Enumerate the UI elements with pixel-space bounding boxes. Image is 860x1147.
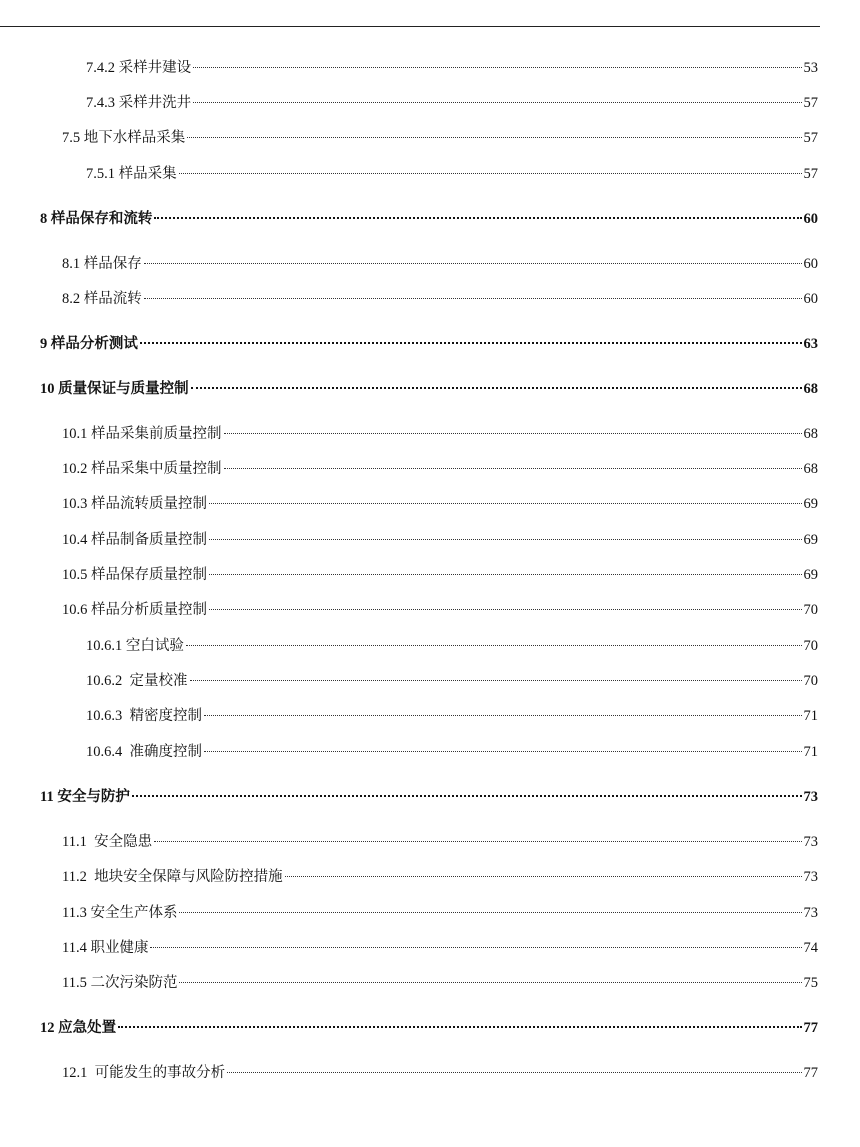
toc-entry-page: 71: [803, 744, 818, 760]
toc-leader-dots: [209, 503, 802, 504]
toc-entry-page: 69: [803, 496, 818, 512]
toc-entry-page: 75: [803, 975, 818, 991]
toc-entry-label: 9 样品分析测试: [40, 336, 138, 352]
toc-entry-page: 73: [803, 869, 818, 885]
toc-entry-label: 12 应急处置: [40, 1020, 117, 1036]
toc-entry-page: 57: [803, 95, 818, 111]
toc-entry-label: 10.3 样品流转质量控制: [62, 496, 207, 512]
toc-entry-page: 60: [803, 256, 818, 272]
toc-entry[interactable]: [0, 289, 818, 309]
toc-leader-dots: [190, 680, 802, 681]
toc-entry-label: 10.6.4 准确度控制: [86, 744, 202, 760]
toc-leader-dots: [118, 1026, 801, 1028]
toc-entry-label: 7.4.3 采样井洗井: [86, 95, 192, 111]
toc-entry-page: 70: [803, 602, 818, 618]
toc-entry-label: 8.2 样品流转: [62, 291, 142, 307]
toc-leader-dots: [179, 173, 802, 174]
toc-entry-page: 57: [803, 166, 818, 182]
toc-leader-dots: [191, 387, 802, 389]
toc-leader-dots: [154, 217, 801, 219]
toc-entry[interactable]: [0, 93, 818, 113]
toc-entry[interactable]: [0, 128, 818, 148]
toc-entry-page: 69: [803, 567, 818, 583]
toc-entry-label: 7.4.2 采样井建设: [86, 60, 192, 76]
toc-entry-label: 11.4 职业健康: [62, 940, 149, 956]
toc-entry-label: 11.2 地块安全保障与风险防控措施: [62, 869, 283, 885]
toc-entry-label: 7.5.1 样品采集: [86, 166, 177, 182]
toc-entry-page: 77: [803, 1020, 818, 1036]
toc-entry-label: 10.4 样品制备质量控制: [62, 532, 207, 548]
toc-leader-dots: [179, 982, 801, 983]
toc-entry-label: 10.6.3 精密度控制: [86, 708, 202, 724]
toc-leader-dots: [154, 841, 801, 842]
toc-entry[interactable]: [0, 254, 818, 274]
toc-entry[interactable]: [0, 671, 818, 691]
toc-entry[interactable]: [0, 334, 818, 354]
toc-entry-label: 10.5 样品保存质量控制: [62, 567, 207, 583]
toc-entry-label: 11.1 安全隐患: [62, 834, 153, 850]
toc-entry-label: 10.6 样品分析质量控制: [62, 602, 207, 618]
toc-entry[interactable]: [0, 1063, 818, 1083]
toc-leader-dots: [209, 539, 802, 540]
toc-entry[interactable]: [0, 973, 818, 993]
toc-entry[interactable]: [0, 938, 818, 958]
toc-entry[interactable]: [0, 1018, 818, 1038]
toc-leader-dots: [209, 574, 802, 575]
toc-entry[interactable]: [0, 565, 818, 585]
toc-entry-label: 10.6.2 定量校准: [86, 673, 188, 689]
toc-entry-page: 70: [803, 638, 818, 654]
toc-entry[interactable]: [0, 494, 818, 514]
toc-entry-page: 73: [803, 834, 818, 850]
toc-entry[interactable]: [0, 459, 818, 479]
toc-leader-dots: [224, 468, 802, 469]
toc-entry[interactable]: [0, 164, 818, 184]
toc-leader-dots: [150, 947, 801, 948]
toc-leader-dots: [193, 102, 801, 103]
toc-entry[interactable]: [0, 600, 818, 620]
toc-leader-dots: [140, 342, 802, 344]
toc-leader-dots: [187, 137, 801, 138]
toc-entry-page: 73: [803, 789, 818, 805]
toc-entry-page: 57: [803, 130, 818, 146]
toc-entry-page: 69: [803, 532, 818, 548]
toc-leader-dots: [144, 263, 802, 264]
toc-entry[interactable]: [0, 903, 818, 923]
toc-entry-page: 68: [803, 381, 818, 397]
toc-leader-dots: [209, 609, 802, 610]
toc-entry[interactable]: [0, 424, 818, 444]
toc-leader-dots: [204, 751, 802, 752]
toc-entry[interactable]: [0, 832, 818, 852]
toc-entry[interactable]: [0, 58, 818, 78]
toc-entry-label: 10.1 样品采集前质量控制: [62, 426, 222, 442]
toc-entry-label: 10 质量保证与质量控制: [40, 381, 189, 397]
toc-entry-page: 60: [803, 211, 818, 227]
toc-leader-dots: [227, 1072, 801, 1073]
toc-entry-page: 70: [803, 673, 818, 689]
toc-entry[interactable]: [0, 787, 818, 807]
toc-leader-dots: [224, 433, 802, 434]
toc-entry[interactable]: [0, 209, 818, 229]
toc-entry-label: 11.3 安全生产体系: [62, 905, 178, 921]
toc-entry[interactable]: [0, 636, 818, 656]
toc-entry-page: 77: [803, 1065, 818, 1081]
toc-entry-page: 71: [803, 708, 818, 724]
toc-entry-page: 68: [803, 461, 818, 477]
toc-entry-page: 53: [803, 60, 818, 76]
toc-entry-label: 10.6.1 空白试验: [86, 638, 184, 654]
toc-leader-dots: [186, 645, 802, 646]
toc-entry-label: 8 样品保存和流转: [40, 211, 153, 227]
toc-entry[interactable]: [0, 706, 818, 726]
toc-leader-dots: [285, 876, 802, 877]
toc-entry-page: 74: [803, 940, 818, 956]
toc-leader-dots: [204, 715, 802, 716]
toc-entry-page: 68: [803, 426, 818, 442]
toc-leader-dots: [179, 912, 801, 913]
toc-entry-label: 10.2 样品采集中质量控制: [62, 461, 222, 477]
toc-entry-page: 63: [803, 336, 818, 352]
toc-entry-label: 12.1 可能发生的事故分析: [62, 1065, 226, 1081]
toc-leader-dots: [132, 795, 802, 797]
toc-entry-label: 8.1 样品保存: [62, 256, 142, 272]
toc-entry-page: 60: [803, 291, 818, 307]
toc-entry[interactable]: [0, 379, 818, 399]
toc-entry[interactable]: [0, 530, 818, 550]
toc-leader-dots: [193, 67, 801, 68]
toc-entry-page: 73: [803, 905, 818, 921]
toc-entry[interactable]: [0, 867, 818, 887]
toc-entry-label: 7.5 地下水样品采集: [62, 130, 186, 146]
toc-entry-label: 11 安全与防护: [40, 789, 130, 805]
toc-leader-dots: [144, 298, 802, 299]
toc-entry[interactable]: [0, 742, 818, 762]
toc-entry-label: 11.5 二次污染防范: [62, 975, 178, 991]
